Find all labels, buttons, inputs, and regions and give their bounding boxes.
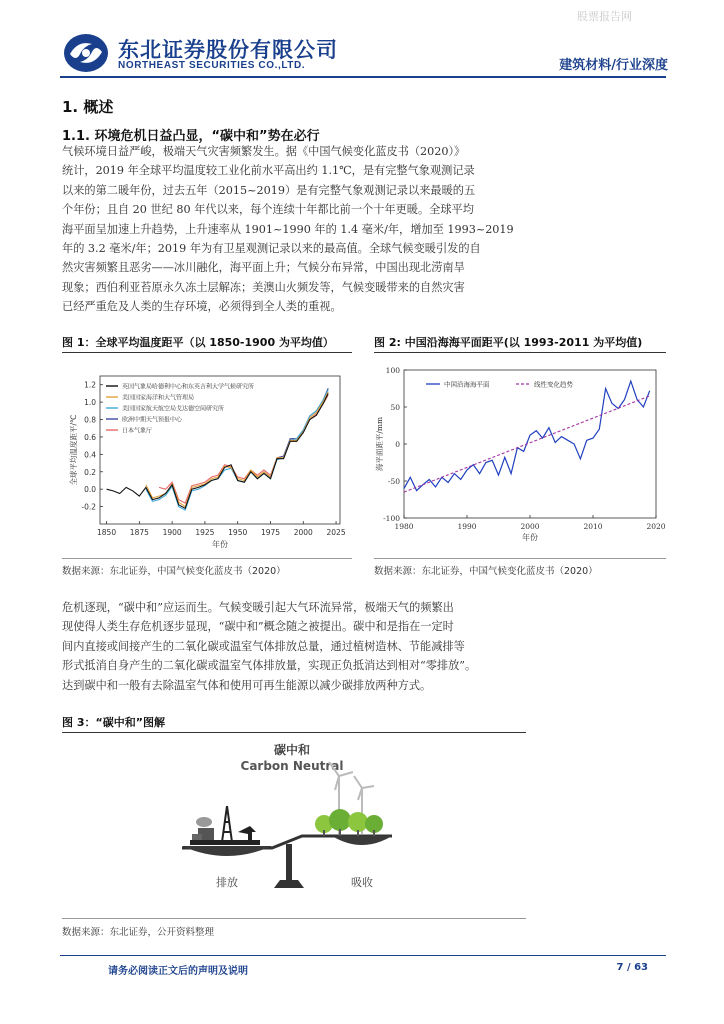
y-tick-label: 0.6 (84, 432, 96, 442)
report-section-label: 建筑材料/行业深度 (559, 58, 668, 73)
y-tick-label: 0.2 (84, 467, 96, 477)
x-tick-label: 1875 (129, 528, 149, 537)
paragraph-line: 危机逐现，“碳中和”应运而生。气候变暖引起大气环流异常，极端天气的频繁出 (62, 601, 454, 614)
x-axis-label: 年份 (522, 533, 538, 542)
paragraph-line: 海平面呈加速上升趋势，上升速率从 1901~1990 年的 1.4 毫米/年，增加至 1993~2019 (62, 222, 514, 236)
legend-label: 日本气象厅 (122, 427, 153, 435)
company-logo-icon (62, 32, 110, 74)
paragraph-line: 形式抵消自身产生的二氧化碳或温室气体排放量，实现正负抵消达到相对“零排放”。 (62, 659, 477, 673)
figure-2-bottom-rule (374, 558, 666, 559)
footer-divider (60, 955, 666, 956)
absorption-label: 吸收 (351, 876, 373, 889)
company-name-en: NORTHEAST SECURITIES CO.,LTD. (118, 60, 306, 71)
paragraph-line: 以来的第二暖年份，过去五年（2015~2019）是有完整气象观测记录以来最暖的五 (62, 183, 476, 197)
emission-factory-icon (190, 806, 260, 845)
paragraph-line: 现使得人类生存危机逐步显现，“碳中和”概念随之被提出。碳中和是指在一定时 (62, 620, 454, 634)
paragraph-1 (62, 142, 532, 317)
heading-1-1: 1.1. 环境危机日益凸显，“碳中和”势在必行 (62, 129, 320, 144)
x-tick-label: 2000 (520, 522, 540, 531)
y-tick-label: 50 (390, 403, 400, 412)
header-divider (60, 76, 666, 78)
figure-3-top-rule (62, 732, 526, 733)
x-tick-label: 2010 (583, 522, 603, 531)
legend-label: 英国气象局哈德利中心和东英吉利大学气候研究所 (122, 383, 255, 391)
paragraph-2 (62, 598, 532, 695)
x-tick-label: 2020 (646, 522, 666, 531)
carbon-neutral-diagram (62, 736, 526, 914)
legend-label: 线性变化趋势 (534, 380, 573, 389)
paragraph-line: 年的 3.2 毫米/年；2019 年为有卫星观测记录以来的最高值。全球气候变暖引发的自 (62, 242, 481, 256)
diagram-title-cn: 碳中和 (273, 743, 311, 757)
y-tick-label: -100 (383, 514, 400, 523)
y-axis-label: 全球平均温度距平/℃ (69, 414, 78, 486)
x-tick-label: 1990 (457, 522, 477, 531)
figure-1-title: 图 1：全球平均温度距平（以 1850-1900 为平均值） (62, 336, 334, 349)
legend-label: 美国国家航天航空局戈达德空间研究所 (122, 405, 225, 413)
chart-sea-level (374, 358, 666, 556)
absorption-trees-icon (315, 762, 383, 836)
figure-3-title: 图 3：“碳中和”图解 (62, 716, 165, 729)
figure-1-top-rule (62, 352, 352, 353)
x-tick-label: 1900 (162, 528, 182, 537)
figure-2-top-rule (374, 352, 666, 353)
x-tick-label: 1925 (195, 528, 215, 537)
plot-frame (404, 370, 656, 518)
y-tick-label: 100 (385, 366, 400, 375)
y-tick-label: -0.2 (81, 502, 96, 512)
y-tick-label: 0 (395, 440, 400, 449)
paragraph-line: 间内直接或间接产生的二氧化碳或温室气体排放总量，通过植树造林、节能减排等 (62, 639, 465, 653)
paragraph-line: 气候环境日益严峻，极端天气灾害频繁发生。据《中国气候变化蓝皮书（2020）》 (62, 145, 466, 158)
figure-2-title: 图 2: 中国沿海海平面距平(以 1993-2011 为平均值) (374, 336, 643, 349)
chart-global-temperature (62, 358, 352, 556)
watermark: 股票报告网 (577, 10, 632, 23)
diagram-title-en: Carbon Neutral (240, 759, 344, 773)
x-tick-label: 1950 (228, 528, 248, 537)
series-line (404, 381, 650, 491)
y-tick-label: 0.8 (84, 415, 96, 425)
figure-3-source: 数据来源：东北证券，公开资料整理 (62, 927, 215, 938)
x-tick-label: 2000 (293, 528, 313, 537)
legend-label: 美国国家海洋和大气管理局 (122, 394, 195, 402)
paragraph-line: 已经严重危及人类的生存环境，必须得到全人类的重视。 (62, 300, 342, 314)
y-tick-label: 0.4 (84, 450, 96, 460)
x-tick-label: 1975 (260, 528, 281, 537)
paragraph-line: 然灾害频繁且恶劣——冰川融化，海平面上升；气候分布异常，中国出现北涝南旱 (62, 261, 465, 275)
emission-label: 排放 (216, 876, 238, 889)
series-line (264, 388, 328, 477)
y-axis-label: 海平面距平/mm (375, 416, 384, 472)
figure-1-source: 数据来源：东北证券，中国气候变化蓝皮书（2020） (62, 566, 286, 577)
figure-1-bottom-rule (62, 558, 352, 559)
figure-3-bottom-rule (62, 918, 526, 919)
paragraph-line: 个年份；且自 20 世纪 80 年代以来，每个连续十年都比前一个十年更暖。全球平均 (62, 203, 474, 217)
legend-label: 欧洲中期天气预报中心 (122, 416, 183, 424)
y-tick-label: -50 (387, 477, 400, 486)
y-tick-label: 0.0 (84, 485, 96, 495)
x-tick-label: 1850 (97, 528, 117, 537)
page-number: 7 / 63 (616, 962, 648, 973)
legend-label: 中国沿海海平面 (444, 380, 490, 389)
paragraph-line: 统计，2019 年全球平均温度较工业化前水平高出约 1.1℃，是有完整气象观测记录 (62, 164, 475, 178)
paragraph-line: 现象；西伯利亚苔原永久冻土层解冻；美澳山火频发等，气候变暖带来的自然灾害 (62, 280, 465, 294)
x-tick-label: 2025 (326, 528, 346, 537)
y-tick-label: 1.0 (84, 398, 96, 408)
x-tick-label: 1980 (394, 522, 414, 531)
paragraph-line: 达到碳中和一般有去除温室气体和使用可再生能源以减少碳排放两种方式。 (62, 678, 432, 692)
heading-1: 1. 概述 (62, 98, 114, 116)
footer-disclaimer: 请务必阅读正文后的声明及说明 (108, 966, 248, 977)
x-axis-label: 年份 (212, 540, 228, 549)
y-tick-label: 1.2 (84, 380, 96, 390)
company-name-cn: 东北证券股份有限公司 (118, 38, 338, 62)
figure-2-source: 数据来源：东北证券，中国气候变化蓝皮书（2020） (374, 566, 598, 577)
